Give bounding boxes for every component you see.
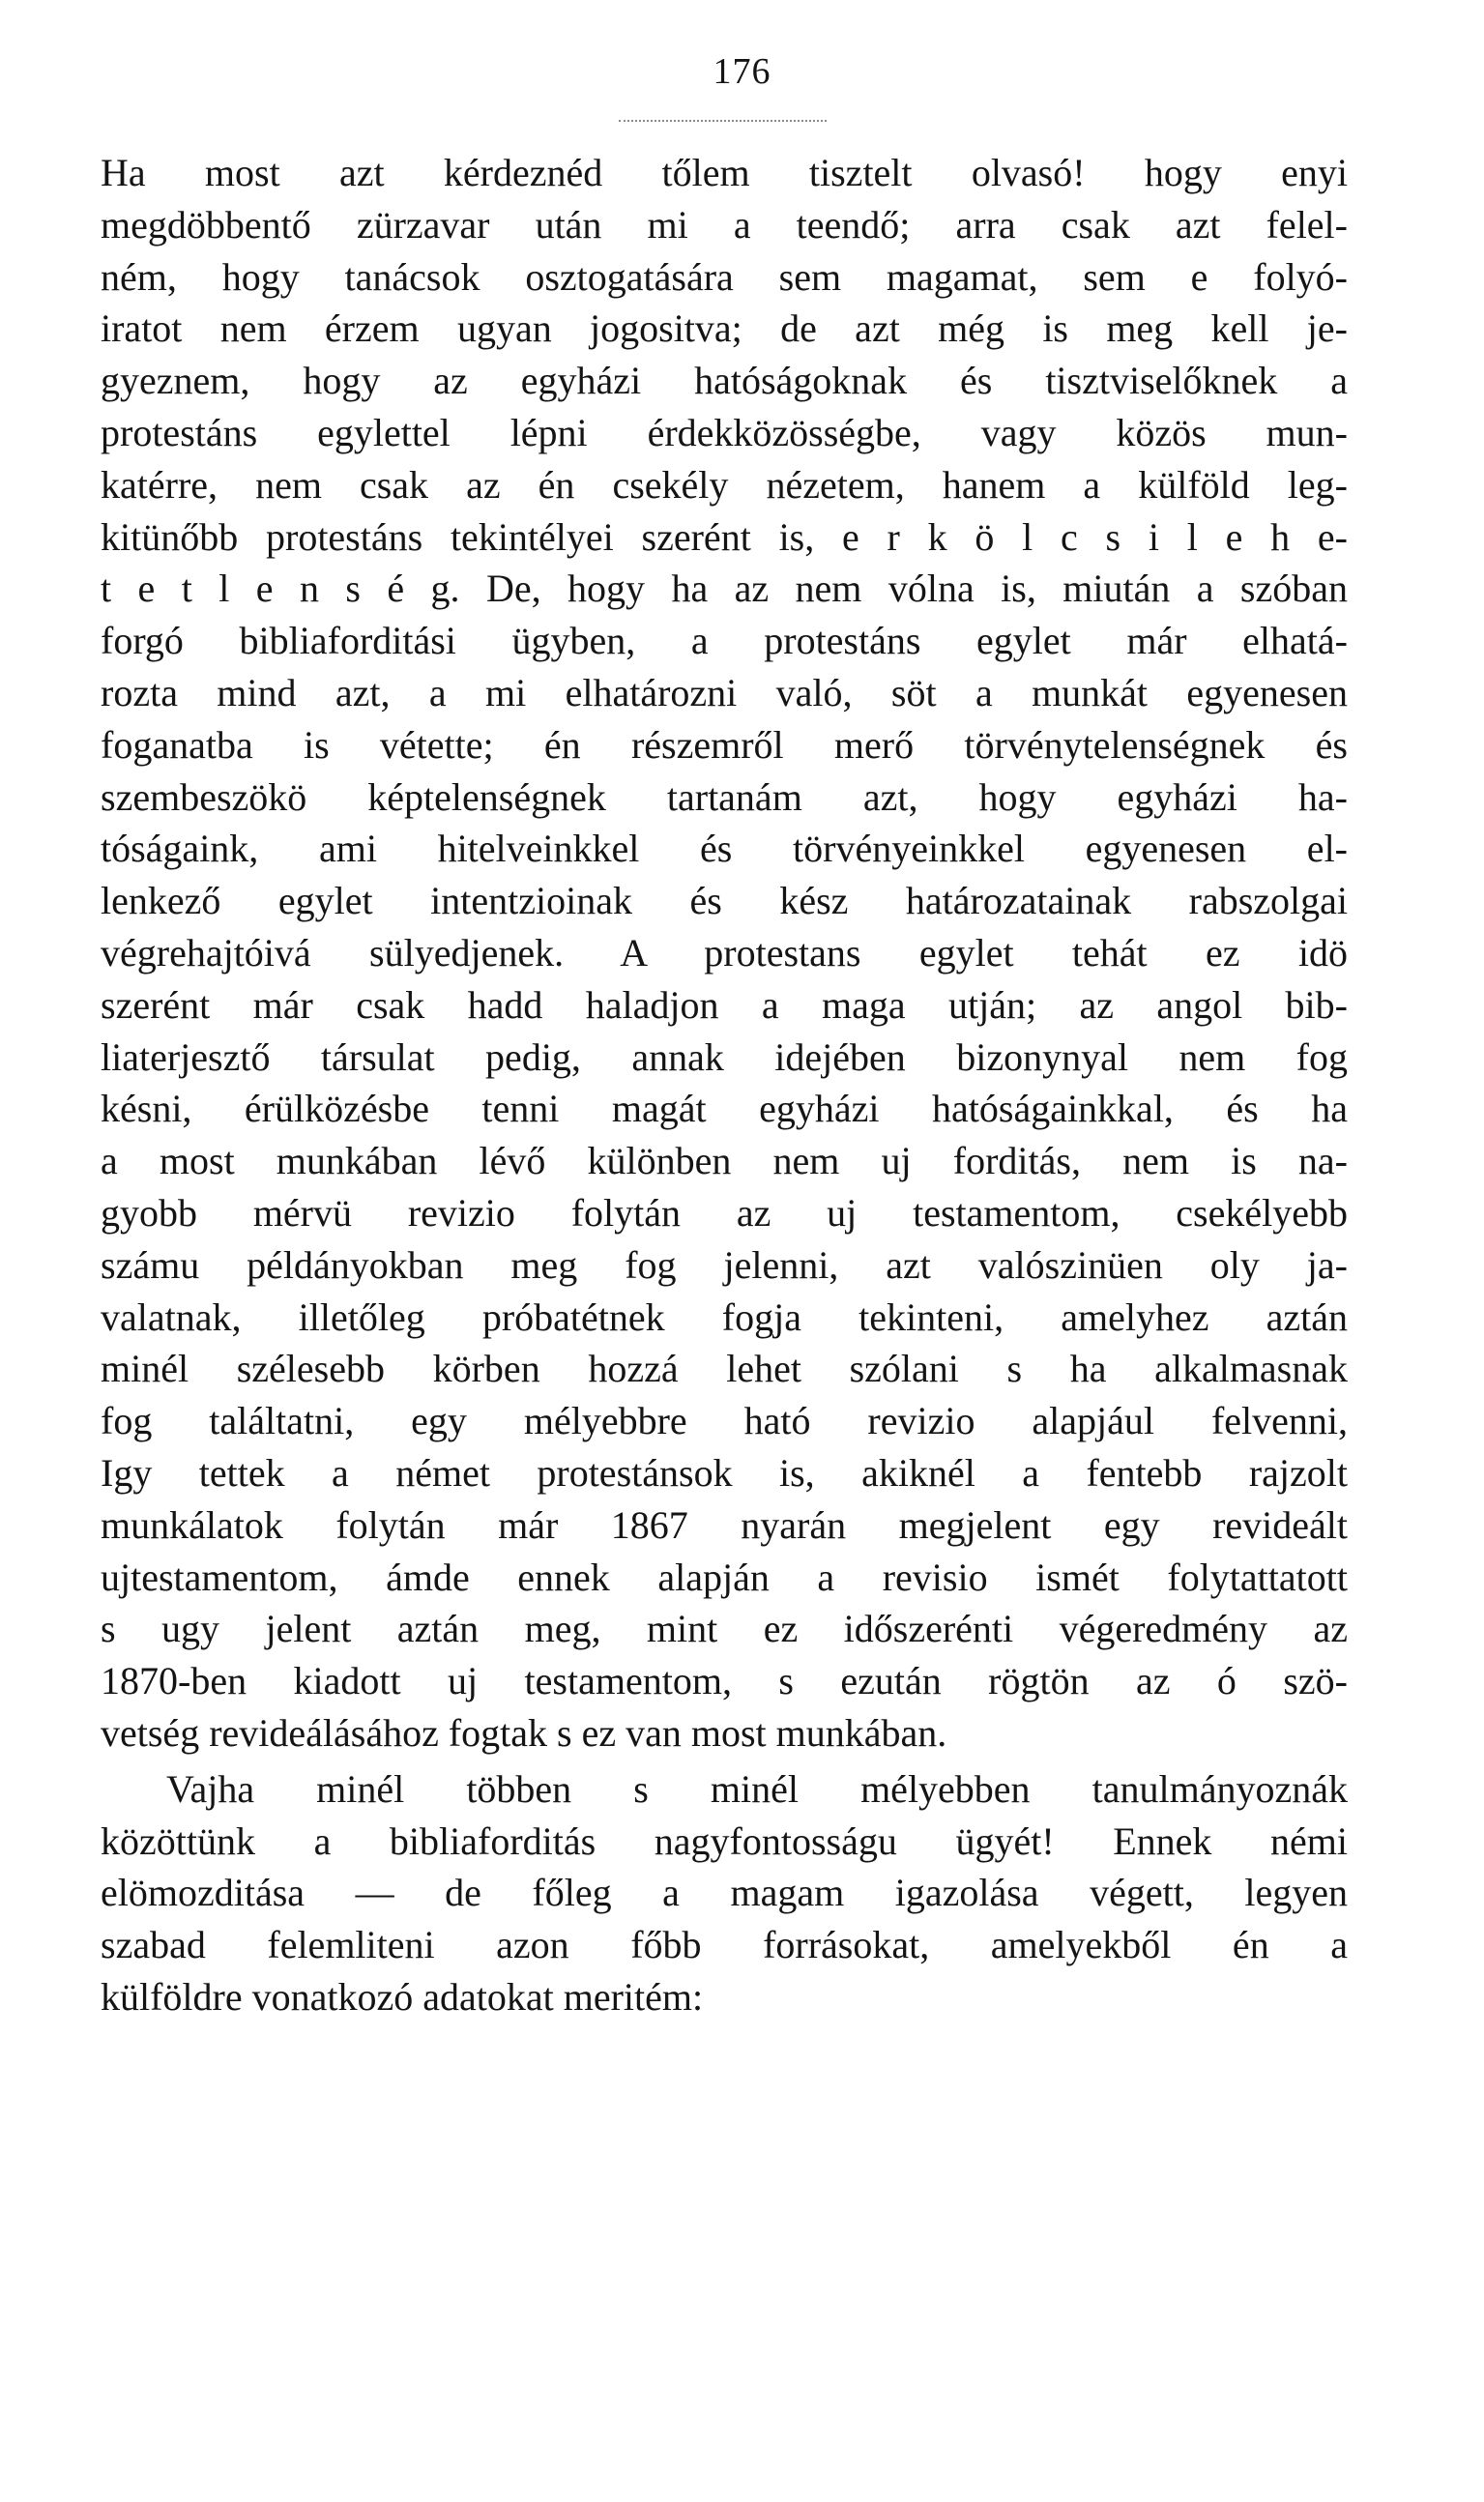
text-line: ném, hogy tanácsok osztogatására sem magamat, sem e folyó- xyxy=(101,254,1348,299)
text-line: gyeznem, hogy az egyházi hatóságoknak és tisztviselőknek a xyxy=(101,359,1348,403)
body-text xyxy=(101,147,1348,2023)
paragraph-2 xyxy=(101,1763,1348,2023)
text-line: ujtestamentom, ámde ennek alapján a revisio ismét folytattatott xyxy=(101,1555,1348,1599)
page-number: 176 xyxy=(713,51,771,92)
header-decorative-rule xyxy=(619,120,827,122)
text-line: s ugy jelent aztán meg, mint ez időszerénti végeredmény az xyxy=(101,1607,1348,1651)
text-line: gyobb mérvü revizio folytán az uj testamentom, csekélyebb xyxy=(101,1190,1348,1235)
text-line: kitünőbb protestáns tekintélyei szerént is, e r k ö l c s i l e h e- xyxy=(101,514,1348,559)
text-line: közöttünk a bibliaforditás nagyfontosságu ügyét! Ennek némi xyxy=(101,1818,1348,1863)
text-line: Igy tettek a német protestánsok is, akiknél a fentebb rajzolt xyxy=(101,1450,1348,1495)
text-line: forgó bibliaforditási ügyben, a protestáns egylet már elhatá- xyxy=(101,619,1348,663)
text-line: valatnak, illetőleg próbatétnek fogja tekinteni, amelyhez aztán xyxy=(101,1295,1348,1339)
text-line: végrehajtóivá sülyedjenek. A protestans egylet tehát ez idö xyxy=(101,930,1348,975)
text-line: vetség revideálásához fogtak s ez van most munkában. xyxy=(101,1710,947,1755)
text-line: külföldre vonatkozó adatokat meritém: xyxy=(101,1974,704,2019)
text-line: rozta mind azt, a mi elhatározni való, söt a munkát egyenesen xyxy=(101,670,1348,714)
text-line: megdöbbentő zürzavar után mi a teendő; arra csak azt felel- xyxy=(101,202,1348,247)
text-line: munkálatok folytán már 1867 nyarán megjelent egy revideált xyxy=(101,1502,1348,1547)
text-line: iratot nem érzem ugyan jogositva; de azt még is meg kell je- xyxy=(101,306,1348,351)
text-line: fog találtatni, egy mélyebbre ható revizio alapjául felvenni, xyxy=(101,1399,1348,1443)
text-line: szerént már csak hadd haladjon a maga utján; az angol bib- xyxy=(101,982,1348,1027)
text-line: foganatba is vétette; én részemről merő törvénytelenségnek és xyxy=(101,722,1348,767)
text-line: lenkező egylet intentzioinak és kész határozatainak rabszolgai xyxy=(101,879,1348,923)
text-line: katérre, nem csak az én csekély nézetem, hanem a külföld leg- xyxy=(101,462,1348,507)
text-line: szabad felemliteni azon főbb forrásokat, amelyekből én a xyxy=(101,1923,1348,1967)
text-line: minél szélesebb körben hozzá lehet szólani s ha alkalmasnak xyxy=(101,1347,1348,1391)
text-line: szembeszökö képtelenségnek tartanám azt, hogy egyházi ha- xyxy=(101,774,1348,819)
text-line: Ha most azt kérdeznéd tőlem tisztelt olvasó! hogy enyi xyxy=(101,151,1348,194)
text-line: tóságaink, ami hitelveinkkel és törvényeinkkel egyenesen el- xyxy=(101,827,1348,871)
text-line: számu példányokban meg fog jelenni, azt valószinüen oly ja- xyxy=(101,1242,1348,1287)
text-line: protestáns egylettel lépni érdekközösségbe, vagy közös mun- xyxy=(101,410,1348,454)
text-line: liaterjesztő társulat pedig, annak idejében bizonynyal nem fog xyxy=(101,1034,1348,1079)
text-line: késni, érülközésbe tenni magát egyházi hatóságainkkal, és ha xyxy=(101,1087,1348,1131)
paragraph-1 xyxy=(101,147,1348,1760)
text-line: t e t l e n s é g. De, hogy ha az nem vólna is, miután a szóban xyxy=(101,567,1348,611)
text-line: Vajha minél többen s minél mélyebben tanulmányoznák xyxy=(166,1766,1348,1811)
text-line: elömozditása — de főleg a magam igazolása végett, legyen xyxy=(101,1871,1348,1915)
text-line: a most munkában lévő különben nem uj forditás, nem is na- xyxy=(101,1139,1348,1183)
text-line: 1870-ben kiadott uj testamentom, s ezután rögtön az ó szö- xyxy=(101,1659,1348,1703)
